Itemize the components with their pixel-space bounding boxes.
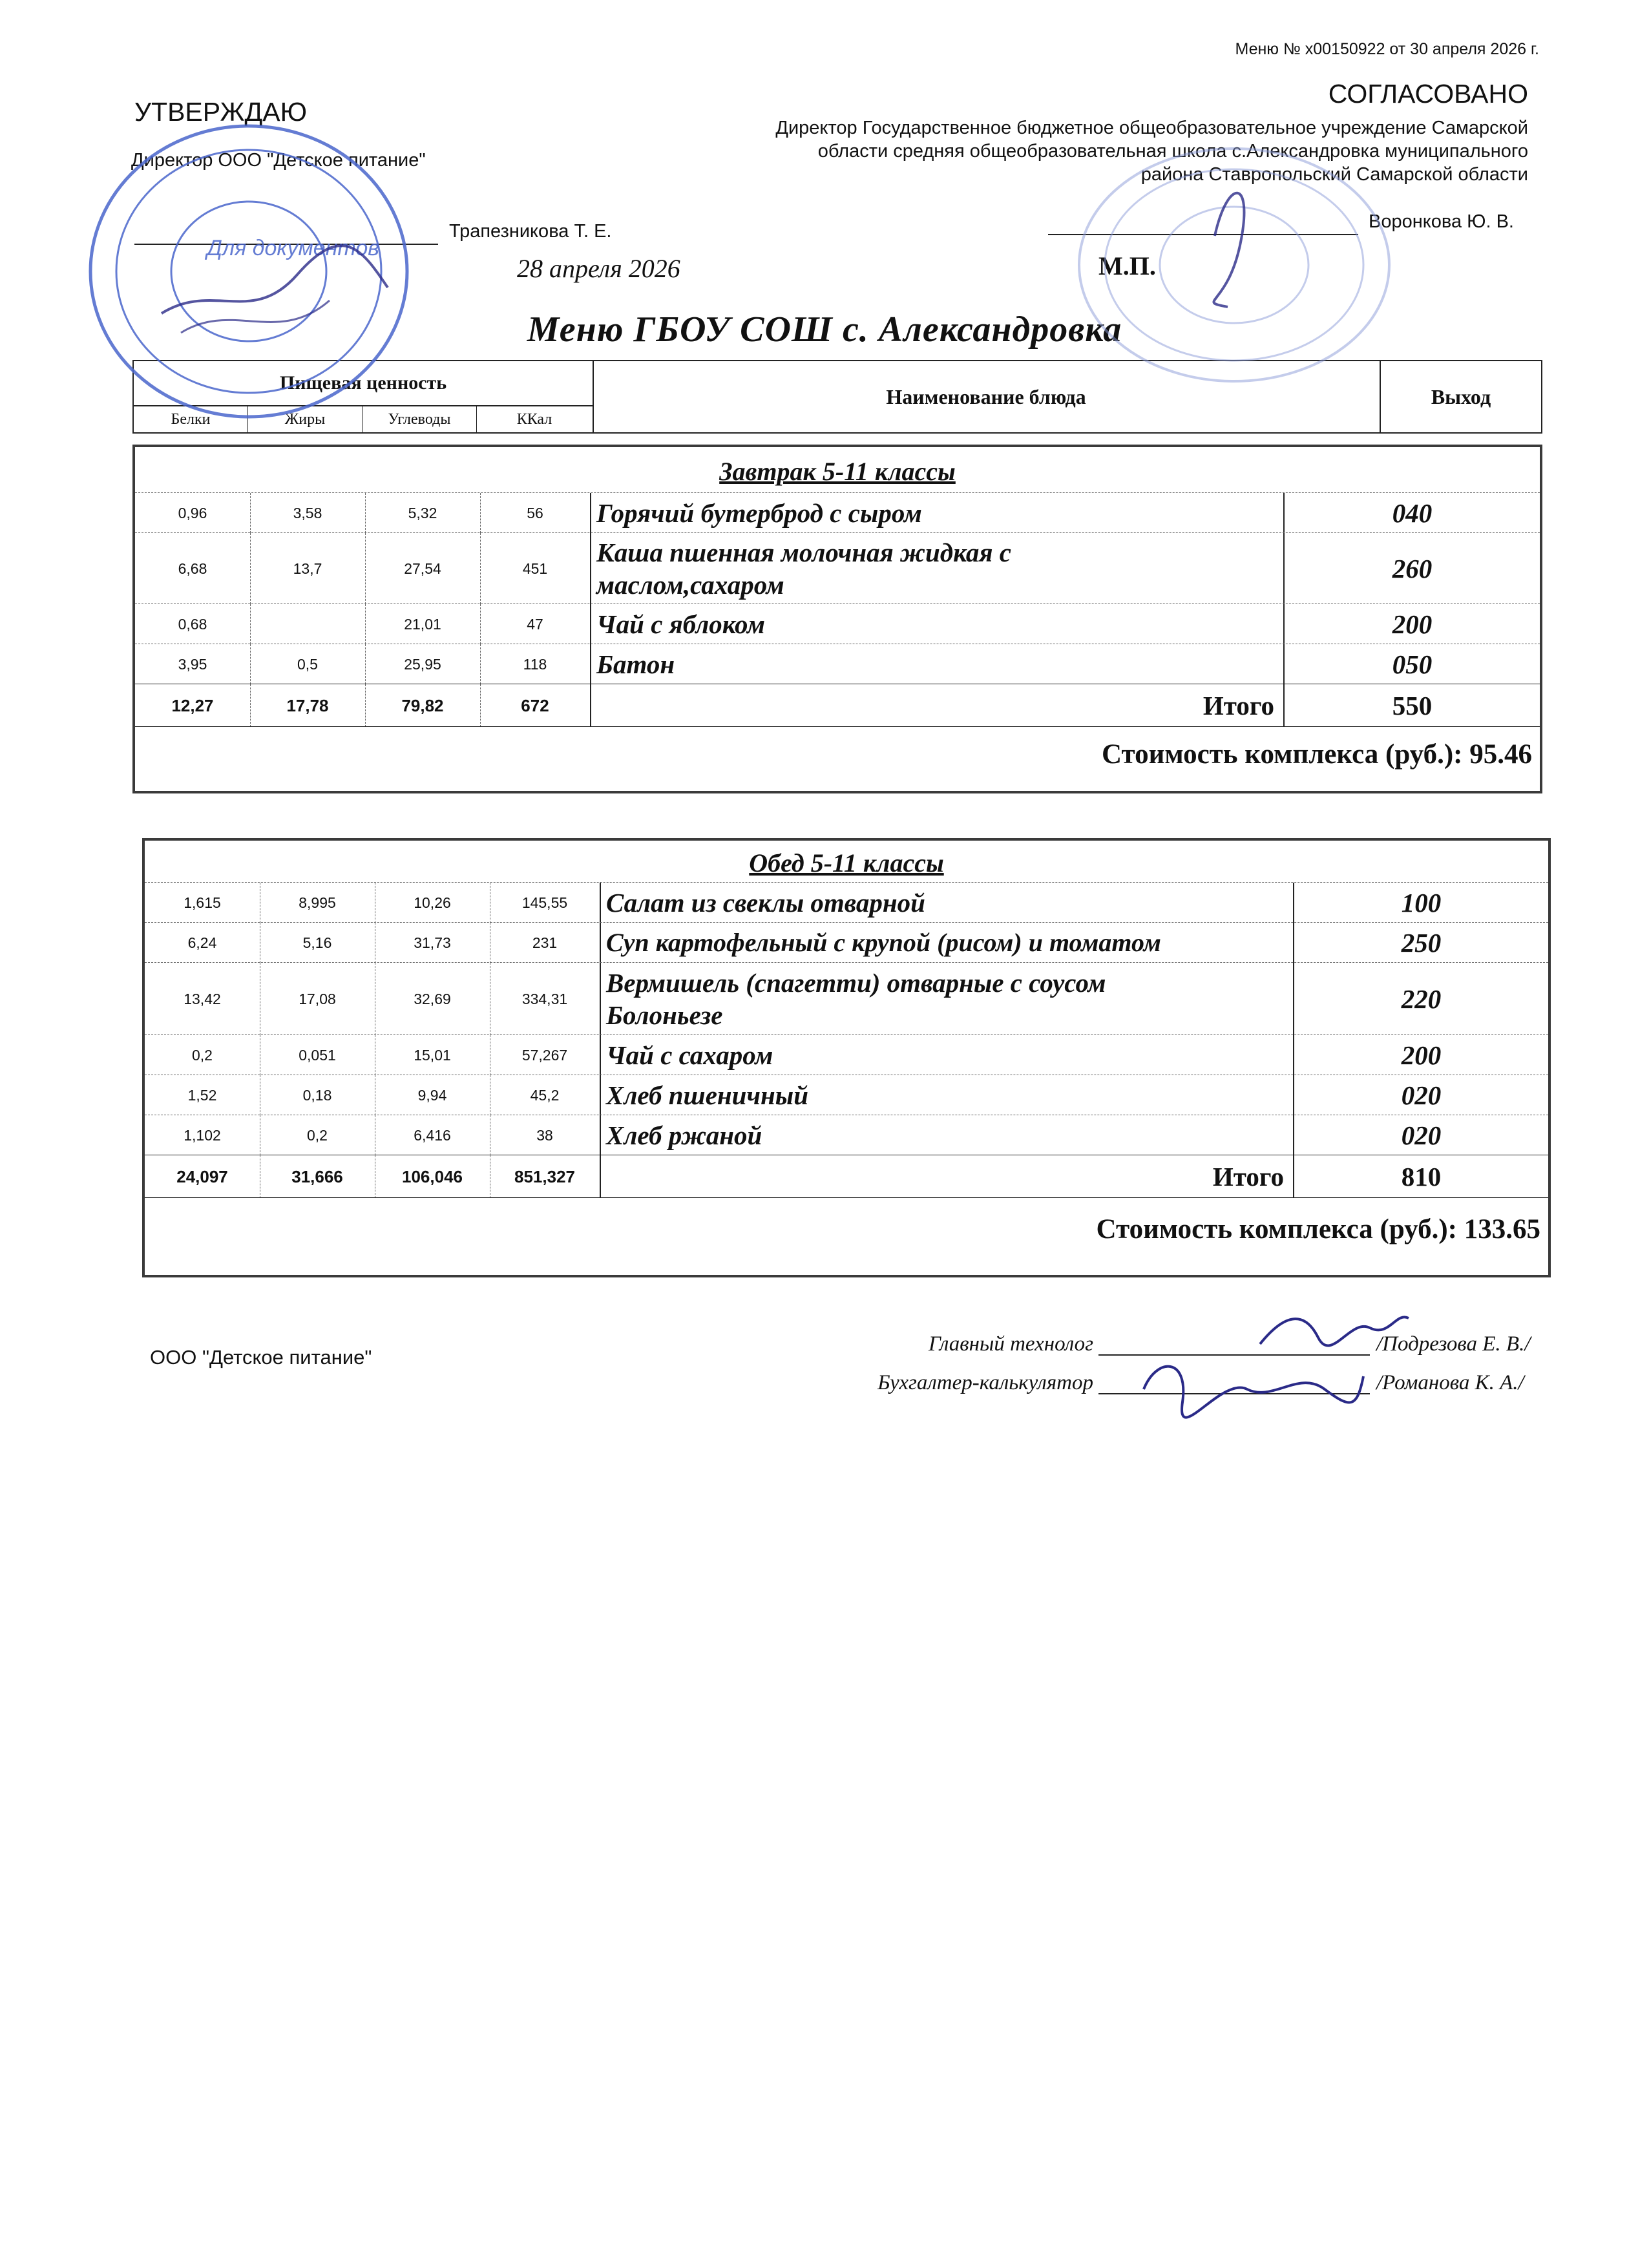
section-title: Обед 5-11 классы [749,848,944,877]
agree-role-line: Директор Государственное бюджетное общеобразовательное учреждение Самарской [775,118,1528,138]
output-total: 810 [1401,1162,1442,1192]
kcal-cell: 47 [527,615,543,633]
seal-text: Для документов [207,236,380,260]
fat-cell: 0,18 [260,1075,375,1115]
cost-row [135,726,1540,792]
company-name: ООО "Детское питание" [150,1346,372,1369]
agree-title: СОГЛАСОВАНО [1328,79,1528,109]
dish-name-cell: Каша пшенная молочная жидкая с маслом,сахаром [590,533,1285,604]
dish-name-cell: Хлеб пшеничный [600,1075,1294,1115]
protein-header: Белки [134,406,248,432]
output-cell: 050 [1392,649,1433,679]
fat-cell: 8,995 [260,883,375,923]
total-row [135,684,1540,727]
protein-cell: 1,102 [145,1115,260,1155]
table-row [145,962,1548,1035]
output-cell: 250 [1401,928,1442,958]
carbs-cell: 6,416 [375,1115,490,1155]
kcal-cell: 334,31 [521,990,568,1007]
carbs-cell: 10,26 [375,883,490,923]
protein-cell: 0,96 [135,493,251,533]
kcal-cell: 57,267 [521,1046,568,1064]
protein-cell: 1,52 [145,1075,260,1115]
carbs-cell: 15,01 [375,1035,490,1075]
output-cell: 200 [1401,1040,1442,1070]
carbs-cell: 5,32 [365,493,481,533]
fat-cell: 0,5 [250,644,366,684]
dish-name-cell: Хлеб ржаной [600,1115,1294,1155]
fat-cell: 3,58 [250,493,366,533]
dish-name-cell: Чай с сахаром [600,1035,1294,1075]
kcal-cell: 451 [522,560,548,577]
mp-label: М.П. [1098,251,1156,280]
carbs-cell: 9,94 [375,1075,490,1115]
output-total: 550 [1392,691,1433,720]
fat-cell: 0,051 [260,1035,375,1075]
dish-name-cell: Горячий бутерброд с сыром [590,493,1285,533]
protein-cell: 13,42 [145,963,260,1035]
table-row [135,492,1540,533]
fat-total: 17,78 [250,684,366,727]
document-title: Меню ГБОУ СОШ с. Александровка [527,310,1122,350]
signature-role: Бухгалтер-калькулятор [877,1371,1093,1394]
output-cell: 040 [1392,498,1433,528]
protein-cell: 1,615 [145,883,260,923]
output-cell: 220 [1401,984,1442,1014]
signature-role: Главный технолог [928,1332,1093,1356]
fat-cell: 13,7 [250,533,366,604]
approve-role: Директор ООО "Детское питание" [131,150,426,171]
table-row [145,1075,1548,1115]
kcal-cell: 56 [527,504,543,521]
kcal-cell: 145,55 [521,894,568,911]
fat-cell: 17,08 [260,963,375,1035]
protein-total: 24,097 [145,1155,260,1198]
agree-name: Воронкова Ю. В. [1369,211,1514,232]
kcal-header: ККал [516,411,552,428]
table-row [135,644,1540,684]
protein-cell: 6,68 [135,533,251,604]
protein-cell: 0,68 [135,604,251,644]
kcal-cell: 231 [532,934,558,951]
protein-cell: 6,24 [145,923,260,963]
complex-cost: Стоимость комплекса (руб.): 133.65 [1096,1214,1540,1244]
fat-cell: 0,2 [260,1115,375,1155]
fat-total: 31,666 [260,1155,375,1198]
approve-date: 28 апреля 2026 [517,254,680,283]
table-row [145,1034,1548,1075]
total-row [145,1155,1548,1198]
output-header: Выход [1431,385,1491,408]
dish-name-cell: Вермишель (спагетти) отварные с соусом Болоньезе [600,963,1294,1035]
signature-name: /Романова К. А./ [1376,1371,1524,1394]
table-row [135,604,1540,644]
nutrition-title: Пищевая ценность [134,361,593,406]
carbs-cell: 21,01 [365,604,481,644]
fat-header: Жиры [248,406,362,432]
total-label: Итого [600,1155,1294,1198]
table-row [145,922,1548,963]
carbs-total: 79,82 [365,684,481,727]
total-label: Итого [590,684,1285,727]
output-cell: 200 [1392,609,1433,639]
fat-cell [250,604,366,644]
dish-name-cell: Салат из свеклы отварной [600,883,1294,923]
table-row [135,532,1540,604]
protein-cell: 3,95 [135,644,251,684]
company-seal [84,120,420,430]
output-cell: 100 [1401,888,1442,918]
kcal-total: 851,327 [514,1166,575,1186]
signature-name: /Подрезова Е. В./ [1376,1332,1531,1356]
kcal-total: 672 [521,695,549,715]
fat-cell: 5,16 [260,923,375,963]
protein-cell: 0,2 [145,1035,260,1075]
dish-name-cell: Суп картофельный с крупой (рисом) и томатом [600,923,1294,963]
agree-role-line: области средняя общеобразовательная школа с.Александровка муниципального [817,141,1528,162]
agree-role-line: района Ставропольский Самарской области [1140,164,1528,185]
cost-row [145,1197,1548,1276]
table-row [145,882,1548,923]
menu-number: Меню № х00150922 от 30 апреля 2026 г. [1235,40,1539,58]
meal-section-breakfast [132,445,1542,793]
approve-title: УТВЕРЖДАЮ [134,97,308,127]
meal-section-lunch [142,838,1551,1277]
kcal-cell: 118 [523,655,547,673]
carbs-cell: 31,73 [375,923,490,963]
protein-total: 12,27 [135,684,251,727]
section-title: Завтрак 5-11 классы [719,457,956,486]
complex-cost: Стоимость комплекса (руб.): 95.46 [1102,739,1532,770]
signature-scribble [1131,1350,1376,1428]
dish-name-header: Наименование блюда [593,361,1381,432]
school-seal [1066,139,1409,391]
kcal-cell: 45,2 [530,1086,560,1104]
output-cell: 260 [1392,554,1433,583]
dish-name-cell: Батон [590,644,1285,684]
carbs-total: 106,046 [375,1155,490,1198]
output-cell: 020 [1401,1120,1442,1150]
carbs-cell: 32,69 [375,963,490,1035]
dish-name-cell: Чай с яблоком [590,604,1285,644]
kcal-cell: 38 [536,1126,553,1144]
carbs-cell: 27,54 [365,533,481,604]
carbs-header: Углеводы [362,406,477,432]
table-row [145,1115,1548,1155]
carbs-cell: 25,95 [365,644,481,684]
output-cell: 020 [1401,1080,1442,1110]
approve-name: Трапезникова Т. Е. [449,221,612,242]
